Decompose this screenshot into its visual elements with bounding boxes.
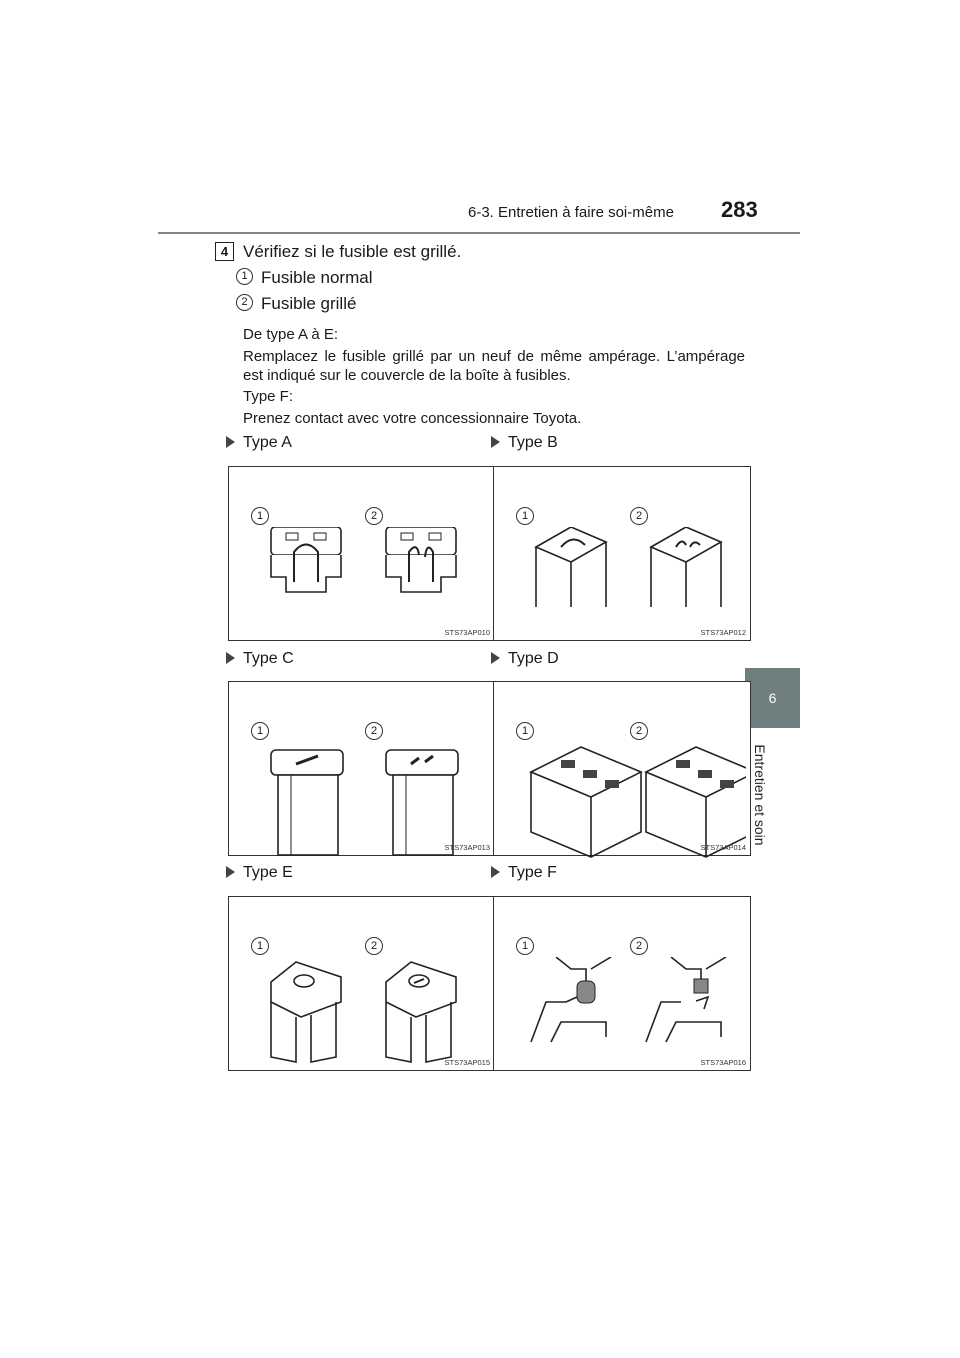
step-number-badge: 4 [215, 242, 234, 261]
triangle-bullet-icon [226, 652, 235, 664]
item-label-normal: Fusible normal [261, 268, 373, 287]
figure-callout-2: 2 [630, 507, 648, 525]
chapter-tab-label: Entretien et soin [752, 744, 768, 846]
figure-callout-2: 2 [365, 937, 383, 955]
item-number-1: 1 [236, 268, 253, 285]
figure-code: STS73AP014 [700, 843, 746, 852]
figure-code: STS73AP015 [444, 1058, 490, 1067]
figure-callout-1: 1 [251, 507, 269, 525]
figure-callout-2: 2 [630, 937, 648, 955]
figure-callout-1: 1 [251, 722, 269, 740]
figure-type-label [226, 650, 294, 668]
figure-type-text: Type F [508, 864, 557, 881]
paragraph-type-f: Type F: [243, 388, 294, 405]
figure-type-text: Type B [508, 434, 558, 451]
figure-type-label [226, 434, 292, 452]
fuse-figure-panel [228, 466, 495, 641]
chapter-tab-number: 6 [745, 668, 800, 728]
figure-callout-1: 1 [516, 722, 534, 740]
figure-callout-2: 2 [630, 722, 648, 740]
figure-type-text: Type A [243, 434, 292, 451]
item-number-2: 2 [236, 294, 253, 311]
figure-callout-1: 1 [516, 507, 534, 525]
figure-code: STS73AP010 [444, 628, 490, 637]
figure-code: STS73AP012 [700, 628, 746, 637]
figure-type-label [226, 864, 293, 882]
triangle-bullet-icon [491, 652, 500, 664]
paragraph-contact-dealer: Prenez contact avec votre concessionnaire Toyota. [243, 410, 582, 427]
triangle-bullet-icon [491, 866, 500, 878]
figure-callout-2: 2 [365, 507, 383, 525]
paragraph-replace: Remplacez le fusible grillé par un neuf de même ampérage. L’ampérage est indiqué sur le couvercle de la boîte à fusibles. [243, 348, 745, 384]
fuse-figure-panel [493, 896, 751, 1071]
figure-type-text: Type D [508, 650, 559, 667]
triangle-bullet-icon [226, 866, 235, 878]
figure-type-label [491, 434, 558, 452]
figure-code: STS73AP016 [700, 1058, 746, 1067]
figure-type-text: Type C [243, 650, 294, 667]
fuse-figure-panel [228, 681, 495, 856]
figure-type-text: Type E [243, 864, 293, 881]
triangle-bullet-icon [226, 436, 235, 448]
paragraph-types-a-e: De type A à E: [243, 326, 339, 343]
figure-callout-1: 1 [251, 937, 269, 955]
figure-type-label [491, 650, 559, 668]
triangle-bullet-icon [491, 436, 500, 448]
item-label-blown: Fusible grillé [261, 294, 357, 313]
step-title: Vérifiez si le fusible est grillé. [243, 242, 462, 261]
fuse-figure-panel [493, 681, 751, 856]
figure-callout-2: 2 [365, 722, 383, 740]
page-number: 283 [721, 197, 758, 222]
fuse-figure-panel [228, 896, 495, 1071]
section-title: 6-3. Entretien à faire soi-même [468, 204, 674, 221]
fuse-figure-panel [493, 466, 751, 641]
figure-callout-1: 1 [516, 937, 534, 955]
chapter-tab [745, 730, 800, 860]
figure-code: STS73AP013 [444, 843, 490, 852]
header-divider [158, 232, 800, 234]
figure-type-label [491, 864, 557, 882]
